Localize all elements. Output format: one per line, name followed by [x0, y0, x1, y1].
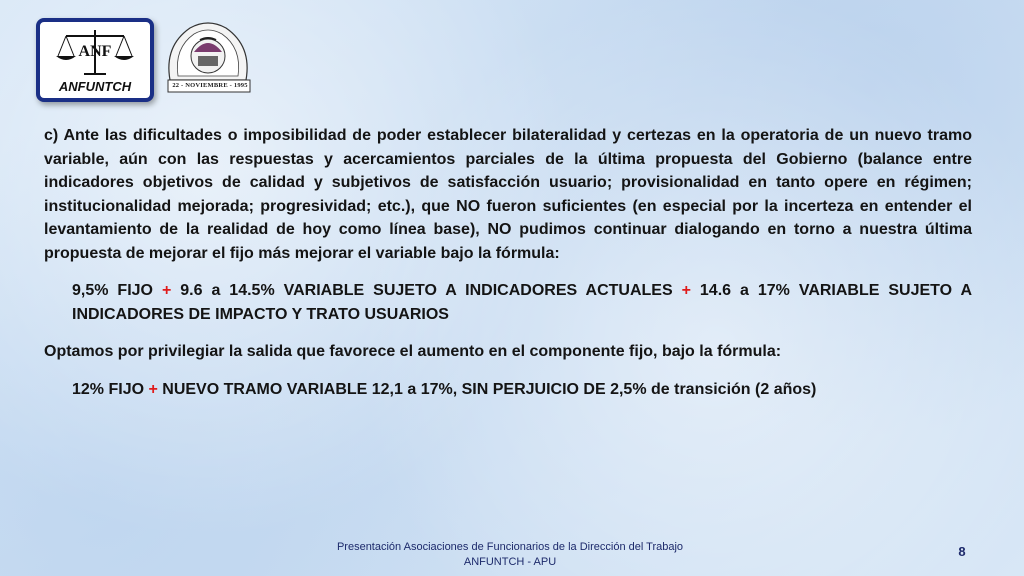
- formula-1-part-1: 9,5% FIJO: [72, 282, 162, 299]
- formula-2-part-2: NUEVO TRAMO VARIABLE 12,1 a 17%, SIN PERJUICIO DE 2,5% de transición (2 años): [157, 380, 817, 398]
- footer-line-1: Presentación Asociaciones de Funcionarios de la Dirección del Trabajo: [336, 541, 684, 553]
- paragraph-2: Optamos por privilegiar la salida que favorece el aumento en el componente fijo, bajo la fórmula:: [44, 343, 782, 360]
- formula-1-part-3: 14.6 a 17% VARIABLE SUJETO A INDICADORES DE IMPACTO Y TRATO USUARIOS: [72, 282, 973, 323]
- page-number: 8: [958, 544, 966, 559]
- footer: [300, 540, 720, 570]
- plus-sign: +: [681, 282, 691, 299]
- anfuntch-logo: [36, 18, 154, 102]
- formula-1: [44, 279, 972, 326]
- formula-2: [44, 378, 972, 402]
- formula-1-part-2: 9.6 a 14.5% VARIABLE SUJETO A INDICADORES ACTUALES: [171, 282, 682, 299]
- logo-text: ANFUNTCH: [58, 79, 132, 94]
- slide-content: [44, 124, 972, 401]
- svg-text:ANF: ANF: [78, 43, 112, 60]
- plus-sign: +: [148, 380, 158, 398]
- seal-date: 22 - NOVIEMBRE - 1995: [172, 82, 248, 89]
- plus-sign: +: [161, 282, 172, 299]
- association-seal-logo: [160, 16, 256, 96]
- formula-2-part-1: 12% FIJO: [72, 380, 149, 398]
- paragraph-1: c) Ante las dificultades o imposibilidad de poder establecer bilateralidad y certezas en la operatoria de un nuevo tramo variable, aún con las respuestas y acercamientos parciales de la última propuesta del Gobierno (balance entre indicadores objetivos de calidad y subjetivos de satisfacción usuario; provisionalidad en tanto opere en régimen; institucionalidad mejorada; progresividad; etc.), que NO fueron suficientes (en especial por la incerteza en entender el levantamiento de la realidad de hoy como línea base), NO pudimos continuar dialogando en torno a nuestra última propuesta de mejorar el fijo más mejorar el variable bajo la fórmula:: [44, 127, 972, 262]
- footer-line-2: ANFUNTCH - APU: [463, 556, 557, 568]
